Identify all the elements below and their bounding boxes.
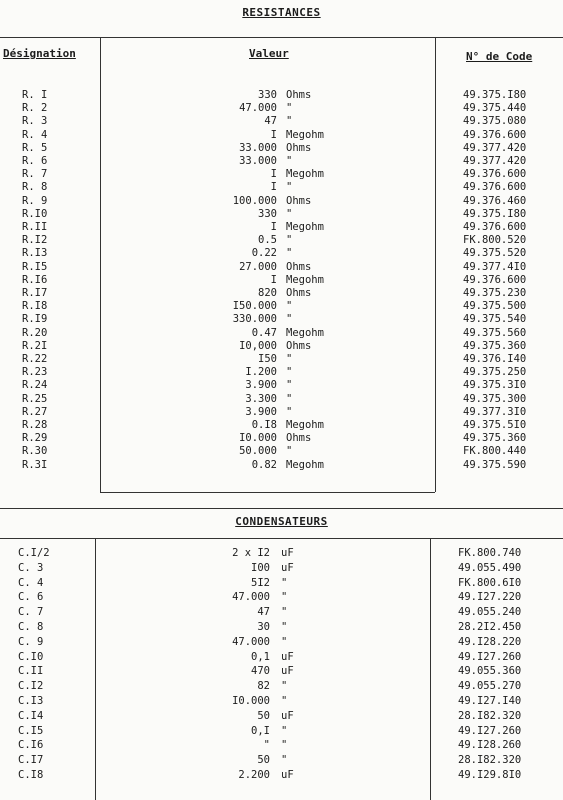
- condensateur-value: 5I2: [251, 576, 270, 589]
- condensateur-code: 49.I28.220: [458, 635, 522, 648]
- condensateur-unit: uF: [281, 561, 294, 574]
- resist-col-divider-1: [100, 37, 101, 492]
- condensateur-unit: ": [281, 621, 288, 633]
- resistance-code: 49.375.5I0: [463, 419, 527, 431]
- resistance-value: 100.000: [232, 194, 277, 207]
- condensateur-code: 28.2I2.450: [458, 621, 522, 633]
- resistance-value: 3.900: [245, 379, 277, 392]
- condensateur-unit: ": [281, 739, 288, 752]
- resistance-unit: Megohm: [286, 168, 324, 181]
- resistance-unit: ": [286, 353, 293, 365]
- condensateur-code: 49.I27.220: [458, 591, 522, 604]
- resistance-designation: R.29: [22, 432, 48, 445]
- condensateur-unit: uF: [281, 547, 294, 559]
- resistance-designation: R. 5: [22, 141, 48, 154]
- resistance-designation: R.I6: [22, 273, 48, 286]
- resistance-unit: ": [286, 300, 293, 313]
- resistance-unit: Megohm: [286, 326, 324, 339]
- condensateur-value: 2 x I2: [232, 547, 270, 559]
- resistance-value: 0.47: [251, 326, 277, 339]
- cond-col-divider-1: [95, 538, 96, 800]
- resistance-designation: R. 3: [22, 115, 48, 128]
- resistance-designation: R.I8: [22, 300, 48, 313]
- resistance-unit: Megohm: [286, 128, 324, 141]
- condensateur-designation: C. 4: [18, 576, 44, 589]
- condensateur-unit: ": [281, 724, 288, 737]
- resistance-code: 49.377.420: [463, 155, 527, 167]
- resistance-designation: R.II: [22, 221, 48, 233]
- header-valeur: Valeur: [249, 47, 289, 60]
- condensateur-designation: C.I4: [18, 709, 44, 722]
- resistance-designation: R. 7: [22, 168, 48, 181]
- condensateur-code: 49.055.270: [458, 680, 522, 693]
- resistance-designation: R. 4: [22, 128, 48, 141]
- resistance-unit: Megohm: [286, 458, 324, 471]
- condensateur-value: 2.200: [238, 769, 270, 781]
- resistance-unit: ": [286, 247, 293, 260]
- condensateur-designation: C.I/2: [18, 547, 50, 559]
- resistance-code: 49.375.3I0: [463, 379, 527, 392]
- condensateur-code: FK.800.6I0: [458, 576, 522, 589]
- resistance-value: 0.22: [251, 247, 277, 260]
- resist-bottom-border: [100, 492, 435, 493]
- condensateur-value: 0,1: [251, 650, 270, 663]
- resistance-value: 47.000: [239, 102, 277, 115]
- resistance-designation: R. 9: [22, 194, 48, 207]
- condensateur-value: 50: [257, 709, 270, 722]
- resistance-code: 49.375.540: [463, 313, 527, 326]
- resistance-code: 49.376.600: [463, 273, 527, 286]
- resistance-designation: R.2I: [22, 339, 48, 352]
- condensateur-value: ": [263, 739, 270, 752]
- resistance-value: I0,000: [239, 339, 277, 352]
- condensateur-designation: C. 6: [18, 591, 44, 604]
- resistance-value: 820: [258, 287, 277, 299]
- resistance-value: 330.000: [232, 313, 277, 326]
- resistance-unit: ": [286, 181, 293, 194]
- resistance-value: I: [270, 273, 277, 286]
- resistance-code: 49.376.460: [463, 194, 527, 207]
- resistance-unit: Ohms: [286, 260, 312, 273]
- resistance-code: 49.375.500: [463, 300, 527, 313]
- resistance-code: 49.375.300: [463, 392, 527, 405]
- condensateur-code: 49.I29.8I0: [458, 769, 522, 781]
- condensateur-designation: C.I0: [18, 650, 44, 663]
- condensateur-value: 47.000: [232, 591, 270, 604]
- resistance-unit: Ohms: [286, 141, 312, 154]
- condensateur-value: 47.000: [232, 635, 270, 648]
- condensateur-value: 82: [257, 680, 270, 693]
- resistance-unit: ": [286, 155, 293, 167]
- condensateur-designation: C.I6: [18, 739, 44, 752]
- condensateur-value: 30: [257, 621, 270, 633]
- resistance-designation: R.23: [22, 366, 48, 379]
- condensateur-designation: C.I3: [18, 695, 44, 707]
- resistance-unit: Megohm: [286, 273, 324, 286]
- condensateur-unit: uF: [281, 769, 294, 781]
- resistances-title: RESISTANCES: [242, 6, 321, 19]
- resistance-designation: R.20: [22, 326, 48, 339]
- resistance-unit: Megohm: [286, 221, 324, 233]
- cond-header-border: [0, 538, 563, 539]
- resistance-value: I0.000: [239, 432, 277, 445]
- condensateur-unit: ": [281, 635, 288, 648]
- resistance-value: I: [270, 181, 277, 194]
- resistance-value: 3.900: [245, 405, 277, 418]
- resistance-value: 33.000: [239, 155, 277, 167]
- resistance-designation: R.3I: [22, 458, 48, 471]
- resistance-code: 49.376.I40: [463, 353, 527, 365]
- resistance-designation: R.I7: [22, 287, 48, 299]
- resistance-unit: Ohms: [286, 89, 312, 101]
- resistance-designation: R.27: [22, 405, 48, 418]
- condensateur-designation: C. 9: [18, 635, 44, 648]
- resistance-code: 49.375.360: [463, 339, 527, 352]
- resistance-designation: R.30: [22, 445, 48, 458]
- resistance-value: 50.000: [239, 445, 277, 458]
- resistance-designation: R. 6: [22, 155, 48, 167]
- resistance-code: 49.375.520: [463, 247, 527, 260]
- resistance-unit: Ohms: [286, 194, 312, 207]
- condensateur-value: 470: [251, 665, 270, 678]
- resistance-designation: R.25: [22, 392, 48, 405]
- condensateur-code: 49.055.360: [458, 665, 522, 678]
- resistance-code: 49.377.4I0: [463, 260, 527, 273]
- resist-col-divider-2: [435, 37, 436, 492]
- resistance-code: 49.377.420: [463, 141, 527, 154]
- resistance-designation: R.28: [22, 419, 48, 431]
- resistance-unit: ": [286, 366, 293, 379]
- condensateur-unit: ": [281, 754, 288, 767]
- resistance-value: 0.5: [258, 234, 277, 247]
- condensateur-value: I0.000: [232, 695, 270, 707]
- resistance-value: I: [270, 168, 277, 181]
- resistance-code: 49.375.I80: [463, 207, 527, 220]
- resistance-value: 27.000: [239, 260, 277, 273]
- condensateur-unit: uF: [281, 709, 294, 722]
- condensateur-code: 28.I82.320: [458, 709, 522, 722]
- resistance-value: I50: [258, 353, 277, 365]
- condensateur-code: 49.I27.260: [458, 724, 522, 737]
- condensateur-unit: ": [281, 695, 288, 707]
- condensateur-designation: C. 7: [18, 606, 44, 619]
- resistance-code: 49.376.600: [463, 168, 527, 181]
- condensateur-unit: ": [281, 576, 288, 589]
- resistance-value: I: [270, 128, 277, 141]
- resistance-unit: Ohms: [286, 287, 312, 299]
- resistance-designation: R. I: [22, 89, 48, 101]
- resistance-code: 49.375.250: [463, 366, 527, 379]
- condensateur-unit: ": [281, 606, 288, 619]
- resistance-code: 49.376.600: [463, 181, 527, 194]
- resist-top-border: [0, 37, 563, 38]
- resistance-unit: ": [286, 445, 293, 458]
- condensateur-code: 49.I27.I40: [458, 695, 522, 707]
- condensateur-designation: C.I7: [18, 754, 44, 767]
- condensateur-value: 0,I: [251, 724, 270, 737]
- resistance-code: 49.375.I80: [463, 89, 527, 101]
- resistance-designation: R.I3: [22, 247, 48, 260]
- resistance-designation: R. 8: [22, 181, 48, 194]
- resistance-unit: ": [286, 102, 293, 115]
- resistance-code: FK.800.520: [463, 234, 527, 247]
- condensateur-code: 49.055.240: [458, 606, 522, 619]
- resistance-value: I: [270, 221, 277, 233]
- condensateur-code: 49.I28.260: [458, 739, 522, 752]
- condensateur-designation: C. 3: [18, 561, 44, 574]
- resistance-designation: R. 2: [22, 102, 48, 115]
- cond-col-divider-2: [430, 538, 431, 800]
- resistance-value: 330: [258, 207, 277, 220]
- condensateur-designation: C.II: [18, 665, 44, 678]
- condensateur-designation: C.I2: [18, 680, 44, 693]
- condensateur-code: 49.I27.260: [458, 650, 522, 663]
- header-code: N° de Code: [466, 50, 533, 63]
- cond-top-rule: [0, 508, 563, 509]
- resistance-unit: ": [286, 234, 293, 247]
- resistance-designation: R.I0: [22, 207, 48, 220]
- resistance-value: I.200: [245, 366, 277, 379]
- resistance-code: 49.375.360: [463, 432, 527, 445]
- resistance-code: FK.800.440: [463, 445, 527, 458]
- resistance-code: 49.376.600: [463, 221, 527, 233]
- condensateur-value: 50: [257, 754, 270, 767]
- condensateur-unit: ": [281, 591, 288, 604]
- resistance-unit: Megohm: [286, 419, 324, 431]
- condensateur-designation: C. 8: [18, 621, 44, 633]
- header-designation: Désignation: [3, 47, 76, 60]
- resistance-unit: Ohms: [286, 432, 312, 445]
- condensateur-designation: C.I5: [18, 724, 44, 737]
- resistance-unit: ": [286, 207, 293, 220]
- resistance-value: 330: [258, 89, 277, 101]
- condensateur-unit: uF: [281, 650, 294, 663]
- resistance-code: 49.377.3I0: [463, 405, 527, 418]
- resistance-designation: R.24: [22, 379, 48, 392]
- condensateur-unit: ": [281, 680, 288, 693]
- resistance-unit: Ohms: [286, 339, 312, 352]
- condensateur-code: FK.800.740: [458, 547, 522, 559]
- condensateur-designation: C.I8: [18, 769, 44, 781]
- condensateur-unit: uF: [281, 665, 294, 678]
- resistance-designation: R.I5: [22, 260, 48, 273]
- resistance-unit: ": [286, 405, 293, 418]
- resistance-value: 0.82: [251, 458, 277, 471]
- resistance-value: 0.I8: [251, 419, 277, 431]
- condensateur-code: 28.I82.320: [458, 754, 522, 767]
- resistance-unit: ": [286, 379, 293, 392]
- resistance-code: 49.376.600: [463, 128, 527, 141]
- condensateur-value: 47: [257, 606, 270, 619]
- resistance-value: 47: [264, 115, 277, 128]
- resistance-designation: R.I2: [22, 234, 48, 247]
- resistance-code: 49.375.560: [463, 326, 527, 339]
- resistance-code: 49.375.230: [463, 287, 527, 299]
- resistance-code: 49.375.440: [463, 102, 527, 115]
- resistance-value: 33.000: [239, 141, 277, 154]
- condensateur-code: 49.055.490: [458, 561, 522, 574]
- resistance-unit: ": [286, 392, 293, 405]
- resistance-value: 3.300: [245, 392, 277, 405]
- resistance-designation: R.22: [22, 353, 48, 365]
- resistance-unit: ": [286, 313, 293, 326]
- condensateur-value: I00: [251, 561, 270, 574]
- condensateurs-title: CONDENSATEURS: [235, 515, 328, 528]
- resistance-code: 49.375.590: [463, 458, 527, 471]
- resistance-designation: R.I9: [22, 313, 48, 326]
- resistance-unit: ": [286, 115, 293, 128]
- resistance-code: 49.375.080: [463, 115, 527, 128]
- resistance-value: I50.000: [232, 300, 277, 313]
